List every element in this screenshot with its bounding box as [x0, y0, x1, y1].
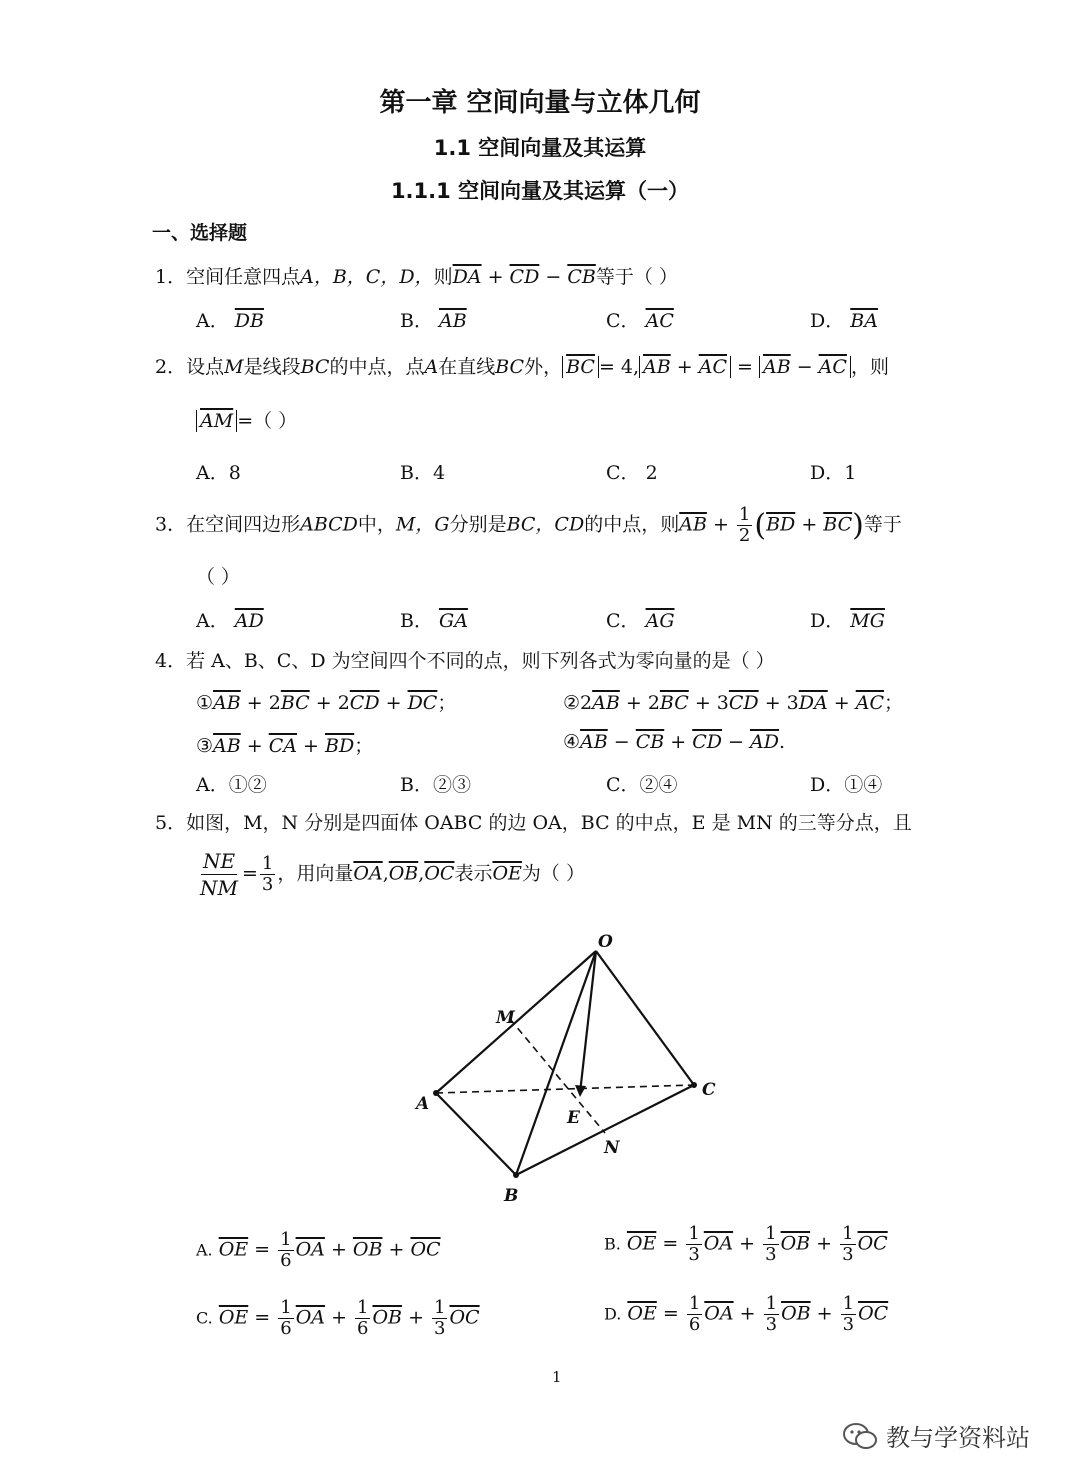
q5-option-a: A. $\overline{OE}$ = $\frac{1}{6}$ $\overline{OA} + \overline{OB} + \overline{OC}$	[196, 1229, 441, 1271]
question-5-stem: 5．如图，M，N 分别是四面体 OABC 的边 OA，BC 的中点，E 是 MN 的三等分点，且	[155, 812, 912, 834]
point-b	[513, 1172, 519, 1178]
section-heading: 一、选择题	[152, 222, 248, 244]
point-a	[433, 1090, 439, 1096]
q1-option-a: A． $\overline{DB}$	[196, 310, 264, 332]
page-number: 1	[552, 1368, 562, 1386]
question-5-stem-cont: $\frac{NE}{NM}$ = $\frac{1}{3}$ ，用向量$\overline{OA},\overline{OB},\overline{OC}$表示$\overline{OE}$为（ ）	[200, 849, 585, 900]
q1-option-c: C． $\overline{AC}$	[606, 310, 674, 332]
q2-option-d: D．1	[810, 462, 857, 484]
q4-option-b: B．②③	[400, 774, 471, 796]
edge-oc	[596, 951, 694, 1085]
arrow-oe	[575, 1085, 586, 1097]
q3-option-a: A． $\overline{AD}$	[196, 610, 264, 632]
q2-option-c: C． 2	[606, 462, 658, 484]
q1-option-b: B． $\overline{AB}$	[400, 310, 467, 332]
question-3-blank: （ ）	[196, 566, 241, 588]
label-b: B	[504, 1186, 519, 1206]
q2-option-b: B．4	[400, 462, 446, 484]
q5-option-d: D. $\overline{OE}$ = $\frac{1}{6}$ $\overline{OA}$ + $\frac{1}{3}$ $\overline{OB}$ + $\frac{1}{3}$ $\overline{OC}$	[604, 1293, 889, 1335]
section-title: 1.1 空间向量及其运算	[433, 136, 647, 160]
label-a: A	[416, 1094, 430, 1114]
wechat-icon	[842, 1421, 878, 1451]
label-o: O	[598, 932, 613, 952]
q3-option-d: D． $\overline{MG}$	[810, 610, 885, 632]
q5-option-c: C. $\overline{OE}$ = $\frac{1}{6}$ $\overline{OA}$ + $\frac{1}{6}$ $\overline{OB}$ + $\frac{1}{3}$ $\overline{OC}$	[196, 1297, 480, 1339]
q4-expr-3: $③\overline{AB} + \overline{CA} + \overline{BD}$；	[196, 735, 374, 757]
subsection-title: 1.1.1 空间向量及其运算（一）	[390, 179, 690, 203]
q2-option-a: A．8	[196, 462, 241, 484]
point-c	[691, 1082, 697, 1088]
question-2-stem: 2．设点M是线段BC的中点，点A在直线BC外， $\overline{BC} = 4$, $\overline{AB} + \overline{AC} = \overline{AB} - \overline{AC}$ ，则	[155, 356, 889, 378]
label-n: N	[604, 1138, 620, 1158]
q1-option-d: D． $\overline{BA}$	[810, 310, 878, 332]
tetrahedron-figure	[400, 925, 740, 1215]
question-1-stem: 1．空间任意四点A，B，C，D，则$\overline{DA} + \overline{CD} - \overline{CB}$等于（ ）	[155, 266, 678, 288]
q4-expr-4: $④\overline{AB} - \overline{CB} + \overline{CD} - \overline{AD}$.	[563, 731, 786, 753]
q4-option-c: C．②④	[606, 774, 678, 796]
watermark	[842, 1418, 1030, 1453]
q4-option-a: A．①②	[196, 774, 267, 796]
edge-ab	[436, 1093, 516, 1175]
q5-option-b: B. $\overline{OE}$ = $\frac{1}{3}$ $\overline{OA}$ + $\frac{1}{3}$ $\overline{OB}$ + $\frac{1}{3}$ $\overline{OC}$	[604, 1223, 888, 1265]
label-e: E	[567, 1108, 580, 1128]
q3-option-b: B． $\overline{GA}$	[400, 610, 468, 632]
q4-expr-2: $②2\overline{AB} + 2\overline{BC} + 3\overline{CD} + 3\overline{DA} + \overline{AC}$；	[563, 692, 903, 714]
question-2-stem-cont: $\overline{AM}$ =（ ）	[196, 406, 297, 433]
question-4-stem: 4．若 A、B、C、D 为空间四个不同的点，则下列各式为零向量的是（ ）	[155, 650, 775, 672]
question-3-stem: 3．在空间四边形ABCD中，M，G分别是BC，CD的中点，则$\overline{AB}$ + $\frac{1}{2}$ $(\overline{BD} + \overline{BC})$等于	[155, 504, 902, 546]
q4-option-d: D．①④	[810, 774, 883, 796]
watermark-text: 教与学资料站	[886, 1424, 1030, 1452]
label-m: M	[496, 1008, 515, 1028]
chapter-title: 第一章 空间向量与立体几何	[379, 88, 701, 118]
label-c: C	[702, 1080, 716, 1100]
segment-mn	[510, 1019, 605, 1133]
q4-expr-1: $①\overline{AB} + 2\overline{BC} + 2\overline{CD} + \overline{DC}$；	[196, 692, 457, 714]
q3-option-c: C． $\overline{AG}$	[606, 610, 675, 632]
edge-oa	[436, 951, 596, 1093]
